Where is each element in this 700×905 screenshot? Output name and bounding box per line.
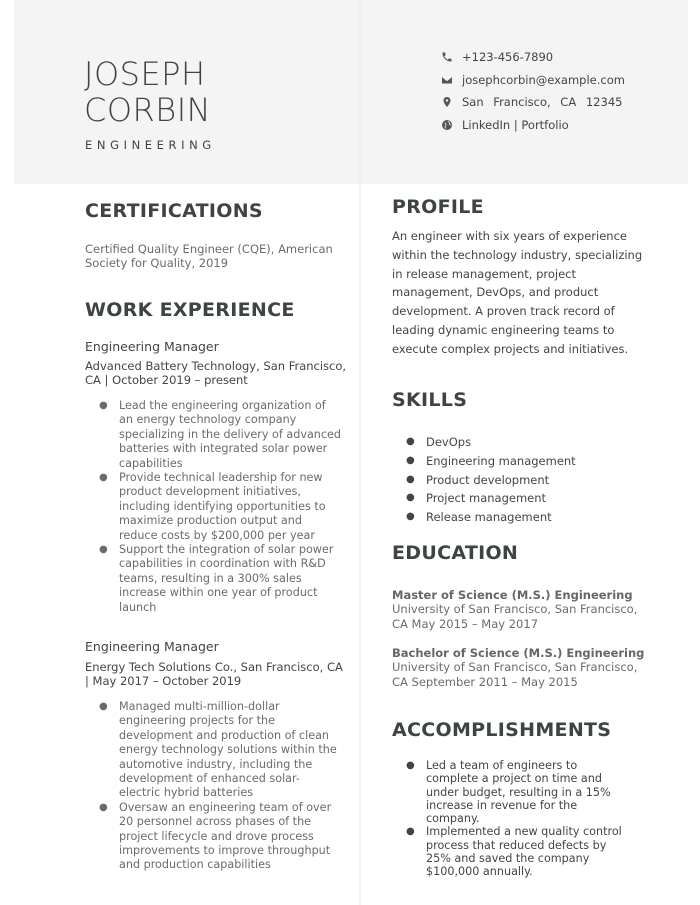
job-bullet: ● Managed multi-million-dollar engineering projects for the development and production of clean energy technology solutions within the automotive industry, including the development of enhanced solar-electric hybrid batteries [99, 700, 337, 800]
job-company-line: Advanced Battery Technology, San Francisco, [85, 359, 347, 373]
bullet-dot-icon: ● [99, 544, 108, 556]
education-line: University of San Francisco, San Francisco, [392, 660, 638, 674]
bullet-dot-icon: ● [99, 801, 108, 813]
profile-text: An engineer with six years of experience within the technology industry, specializing in release management, project management, DevOps, and product development. A proven track record of leading dynamic engineering teams to execute complex projects and initiatives. [392, 229, 643, 356]
bullet-dot-icon: ● [99, 400, 108, 411]
bullet-dot-icon: ● [406, 760, 415, 771]
bullet-dot-icon: ● [99, 701, 108, 712]
job-title: Engineering Manager [85, 339, 219, 354]
globe-icon [440, 119, 453, 132]
phone-icon [440, 51, 453, 64]
degree-title: Master of Science (M.S.) Engineering [392, 588, 633, 602]
job-company-line: Energy Tech Solutions Co., San Francisco, CA [85, 660, 343, 674]
last-name: CORBIN [84, 91, 212, 129]
education-line: CA May 2015 – May 2017 [392, 616, 539, 631]
first-name: JOSEPH [84, 55, 206, 93]
skill-item: ● DevOps [392, 433, 576, 452]
contact-address [440, 91, 625, 114]
bullet-dot-icon: ● [406, 826, 415, 838]
skills-list [392, 433, 576, 527]
skills-heading: SKILLS [392, 389, 468, 411]
contact-list [440, 46, 625, 136]
accomplishments-list [392, 759, 632, 879]
envelope-icon [440, 73, 453, 86]
job-bullet: ● Lead the engineering organization of an energy technology company specializing in the delivery of advanced batteries with integrated solar power capabilities [99, 399, 342, 470]
skill-item: ● Project management [392, 489, 576, 508]
bullet-dot-icon: ● [406, 492, 415, 504]
education-entry [392, 646, 644, 689]
candidate-name [84, 56, 211, 128]
profile-heading: PROFILE [392, 196, 484, 218]
education-line: CA September 2011 – May 2015 [392, 674, 578, 689]
role-subtitle: ENGINEERING [85, 138, 216, 152]
phone-text[interactable]: +123-456-7890 [462, 50, 554, 65]
job-bullets [85, 700, 341, 873]
job-bullet: ● Support the integration of solar power capabilities in coordination with R&D teams, resulting in a 300% sales increase within one year of product launch [99, 543, 334, 614]
column-divider [359, 0, 361, 905]
bullet-dot-icon: ● [406, 436, 415, 447]
job-company-line: | May 2017 – October 2019 [85, 674, 242, 689]
address-text: San Francisco, CA 12345 [462, 95, 623, 110]
job-bullets [85, 399, 343, 615]
bullet-dot-icon: ● [99, 472, 108, 484]
certification-line: Society for Quality, 2019 [85, 256, 229, 271]
job-company-line: CA | October 2019 – present [85, 373, 248, 388]
job-bullet: ● Oversaw an engineering team of over 20 personnel across phases of the project lifecycle and drove process improvements to improve throughput and production capabilities [99, 800, 332, 872]
degree-title: Bachelor of Science (M.S.) Engineering [392, 646, 645, 660]
certification-line: Certified Quality Engineer (CQE), American [85, 242, 333, 256]
work-experience-heading: WORK EXPERIENCE [85, 299, 295, 321]
accomplishment-item: ● Implemented a new quality control process that reduced defects by 25% and saved the company $100,000 annually. [406, 825, 622, 879]
links-text[interactable]: LinkedIn | Portfolio [462, 118, 569, 133]
contact-email [440, 69, 625, 92]
skill-item: ● Release management [392, 508, 576, 527]
email-text[interactable]: josephcorbin@example.com [462, 72, 625, 87]
job-title: Engineering Manager [85, 639, 219, 654]
contact-links [440, 114, 625, 137]
certifications-heading: CERTIFICATIONS [85, 200, 263, 222]
job-bullet: ● Provide technical leadership for new product development initiatives, including identifying opportunities to maximize production output and reduce costs by $200,000 per year [99, 471, 326, 542]
contact-phone [440, 46, 625, 69]
skill-item: ● Engineering management [392, 452, 576, 471]
education-entry [392, 588, 637, 631]
education-line: University of San Francisco, San Francisco, [392, 602, 638, 616]
skill-item: ● Product development [392, 471, 576, 490]
bullet-dot-icon: ● [406, 473, 415, 485]
map-pin-icon [440, 96, 453, 109]
education-heading: EDUCATION [392, 542, 519, 564]
bullet-dot-icon: ● [406, 511, 415, 523]
accomplishment-item: ● Led a team of engineers to complete a project on time and under budget, resulting in a 15% increase in revenue for the company. [406, 759, 611, 826]
job-company [85, 359, 346, 388]
bullet-dot-icon: ● [406, 454, 415, 466]
job-company [85, 660, 343, 689]
certification-entry [85, 242, 333, 271]
accomplishments-heading: ACCOMPLISHMENTS [392, 719, 612, 741]
